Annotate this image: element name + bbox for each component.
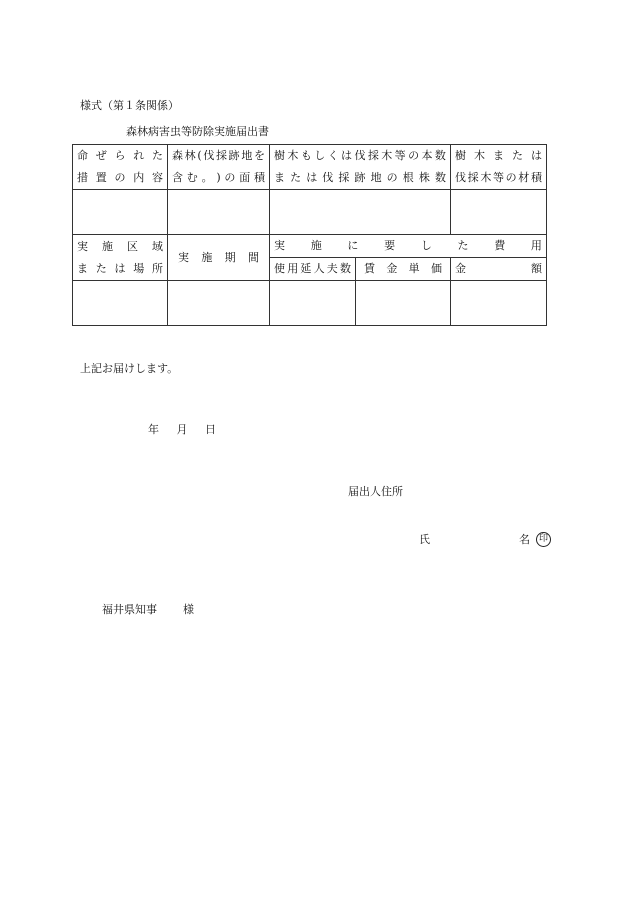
glyph: 伐 xyxy=(455,171,466,184)
glyph: 夫 xyxy=(326,262,338,275)
cell-area-location[interactable] xyxy=(73,281,168,326)
glyph: 伐 xyxy=(203,149,215,162)
glyph: 用 xyxy=(530,239,542,252)
header-wage-text xyxy=(364,258,442,280)
glyph: ら xyxy=(114,149,126,162)
header-labor-text xyxy=(274,258,351,280)
header-wage-rate xyxy=(356,258,451,281)
form-label: 様式（第１条関係） xyxy=(80,99,179,112)
glyph: し xyxy=(420,239,432,252)
glyph: た xyxy=(457,239,469,252)
glyph: 樹 xyxy=(455,149,466,162)
glyph: れ xyxy=(133,149,145,162)
glyph: 伐 xyxy=(322,171,334,184)
glyph: 面 xyxy=(239,171,251,184)
glyph: 価 xyxy=(430,262,442,275)
glyph: も xyxy=(300,149,312,162)
report-table xyxy=(72,144,547,326)
glyph: た xyxy=(95,261,107,275)
glyph: 等 xyxy=(394,149,406,162)
cell-period[interactable] xyxy=(168,281,270,326)
glyph: 木 xyxy=(480,171,492,184)
glyph: 所 xyxy=(152,261,163,275)
glyph: 含 xyxy=(172,171,183,184)
glyph: 延 xyxy=(300,262,312,275)
glyph: は xyxy=(531,149,542,162)
glyph: 単 xyxy=(408,262,420,275)
header-measure-content xyxy=(73,145,168,190)
glyph: 費 xyxy=(494,239,506,252)
header-forest-line1 xyxy=(172,145,265,167)
glyph: 区 xyxy=(127,239,138,253)
glyph: 用 xyxy=(287,262,299,275)
cell-amount[interactable] xyxy=(451,281,547,326)
glyph: 施 xyxy=(102,239,113,253)
glyph: た xyxy=(512,149,523,162)
cell-labor-count[interactable] xyxy=(270,281,356,326)
header-forest-area xyxy=(168,145,270,190)
glyph: の xyxy=(224,171,236,184)
glyph: の xyxy=(114,171,126,184)
glyph: 森 xyxy=(172,149,183,162)
glyph: 実 xyxy=(178,250,189,264)
date-line xyxy=(148,421,230,437)
glyph: 伐 xyxy=(354,149,366,162)
header-volume-line1 xyxy=(455,145,542,167)
glyph: む xyxy=(186,171,198,184)
header-cost-text xyxy=(274,235,542,257)
addressee xyxy=(102,601,194,617)
glyph: 要 xyxy=(384,239,396,252)
glyph: の xyxy=(386,171,398,184)
glyph: 木 xyxy=(381,149,393,162)
date-year: 年 xyxy=(148,423,159,436)
glyph: 積 xyxy=(530,171,542,184)
glyph: 地 xyxy=(370,171,382,184)
glyph: 等 xyxy=(492,171,504,184)
glyph: 実 xyxy=(274,239,285,252)
cell-tree-volume[interactable] xyxy=(451,190,547,235)
header-measure-line1 xyxy=(77,145,163,167)
header-volume-line2 xyxy=(455,167,542,189)
glyph: を xyxy=(254,149,265,162)
glyph: 採 xyxy=(467,171,479,184)
glyph: 材 xyxy=(518,171,530,184)
header-area-line2 xyxy=(77,258,163,280)
glyph: ま xyxy=(77,261,88,275)
glyph: 。 xyxy=(201,171,213,184)
glyph: た xyxy=(290,171,302,184)
header-tree-count xyxy=(270,145,451,190)
header-labor-count xyxy=(270,258,356,281)
header-amount-char1: 金 xyxy=(455,262,466,275)
confirmation-text: 上記お届けします。 xyxy=(80,362,179,375)
header-tree-line1 xyxy=(274,145,446,167)
glyph: 数 xyxy=(434,171,446,184)
header-cost xyxy=(270,235,547,258)
glyph: 施 xyxy=(201,250,213,264)
seal-icon: 印 xyxy=(536,532,551,547)
glyph: 施 xyxy=(310,239,322,252)
glyph: ま xyxy=(274,171,285,184)
applicant-address-label: 届出人住所 xyxy=(348,485,403,498)
applicant-name-label xyxy=(419,531,551,547)
cell-forest-area[interactable] xyxy=(168,190,270,235)
header-tree-line2 xyxy=(274,167,446,189)
glyph: 木 xyxy=(287,149,299,162)
addressee-honorific: 様 xyxy=(183,603,194,616)
header-area-line1 xyxy=(77,236,163,258)
glyph: 数 xyxy=(434,149,446,162)
glyph: 金 xyxy=(386,262,398,275)
addressee-name: 福井県知事 xyxy=(102,603,157,616)
glyph: 積 xyxy=(253,171,265,184)
glyph: は xyxy=(306,171,318,184)
glyph: 地 xyxy=(241,149,253,162)
glyph: く xyxy=(327,149,339,162)
name-char-1: 氏 xyxy=(419,533,430,546)
glyph: 容 xyxy=(152,171,163,184)
glyph: た xyxy=(152,149,163,162)
glyph: 跡 xyxy=(228,149,240,162)
glyph: 根 xyxy=(402,171,414,184)
glyph: 使 xyxy=(274,262,285,275)
glyph: ま xyxy=(493,149,504,162)
glyph: し xyxy=(314,149,326,162)
date-month: 月 xyxy=(176,423,188,436)
glyph: 措 xyxy=(77,171,88,184)
glyph: 人 xyxy=(313,262,325,275)
header-area-location xyxy=(73,235,168,281)
header-amount xyxy=(451,258,547,281)
glyph: ( xyxy=(197,149,202,162)
glyph: 跡 xyxy=(354,171,366,184)
cell-tree-count[interactable] xyxy=(270,190,451,235)
glyph: 樹 xyxy=(274,149,285,162)
glyph: 場 xyxy=(133,261,145,275)
glyph: 命 xyxy=(77,149,88,162)
glyph: ) xyxy=(216,171,221,184)
glyph: 間 xyxy=(247,250,259,264)
glyph: 域 xyxy=(152,239,163,253)
header-forest-line2 xyxy=(172,167,265,189)
glyph: 採 xyxy=(338,171,350,184)
glyph: 本 xyxy=(421,149,433,162)
glyph: 実 xyxy=(77,239,88,253)
glyph: は xyxy=(341,149,353,162)
date-day: 日 xyxy=(205,423,216,436)
glyph: 賃 xyxy=(364,262,375,275)
glyph: 期 xyxy=(224,250,236,264)
header-period-text xyxy=(178,247,259,269)
glyph: 株 xyxy=(418,171,430,184)
glyph: 置 xyxy=(95,171,107,184)
glyph: 採 xyxy=(367,149,379,162)
glyph: の xyxy=(505,171,517,184)
glyph: の xyxy=(408,149,420,162)
document-title: 森林病害虫等防除実施届出書 xyxy=(126,125,269,138)
glyph: は xyxy=(114,261,126,275)
cell-measure-content[interactable] xyxy=(73,190,168,235)
glyph: ぜ xyxy=(95,149,107,162)
header-tree-volume xyxy=(451,145,547,190)
header-measure-line2 xyxy=(77,167,163,189)
header-period xyxy=(168,235,270,281)
glyph: 採 xyxy=(215,149,227,162)
glyph: 木 xyxy=(474,149,485,162)
cell-wage-rate[interactable] xyxy=(356,281,451,326)
glyph: 数 xyxy=(339,262,351,275)
glyph: に xyxy=(347,239,359,252)
glyph: 内 xyxy=(133,171,145,184)
header-amount-text xyxy=(455,258,542,280)
glyph: 林 xyxy=(184,149,196,162)
name-char-2: 名 xyxy=(519,533,530,546)
header-amount-char2: 額 xyxy=(531,262,542,275)
